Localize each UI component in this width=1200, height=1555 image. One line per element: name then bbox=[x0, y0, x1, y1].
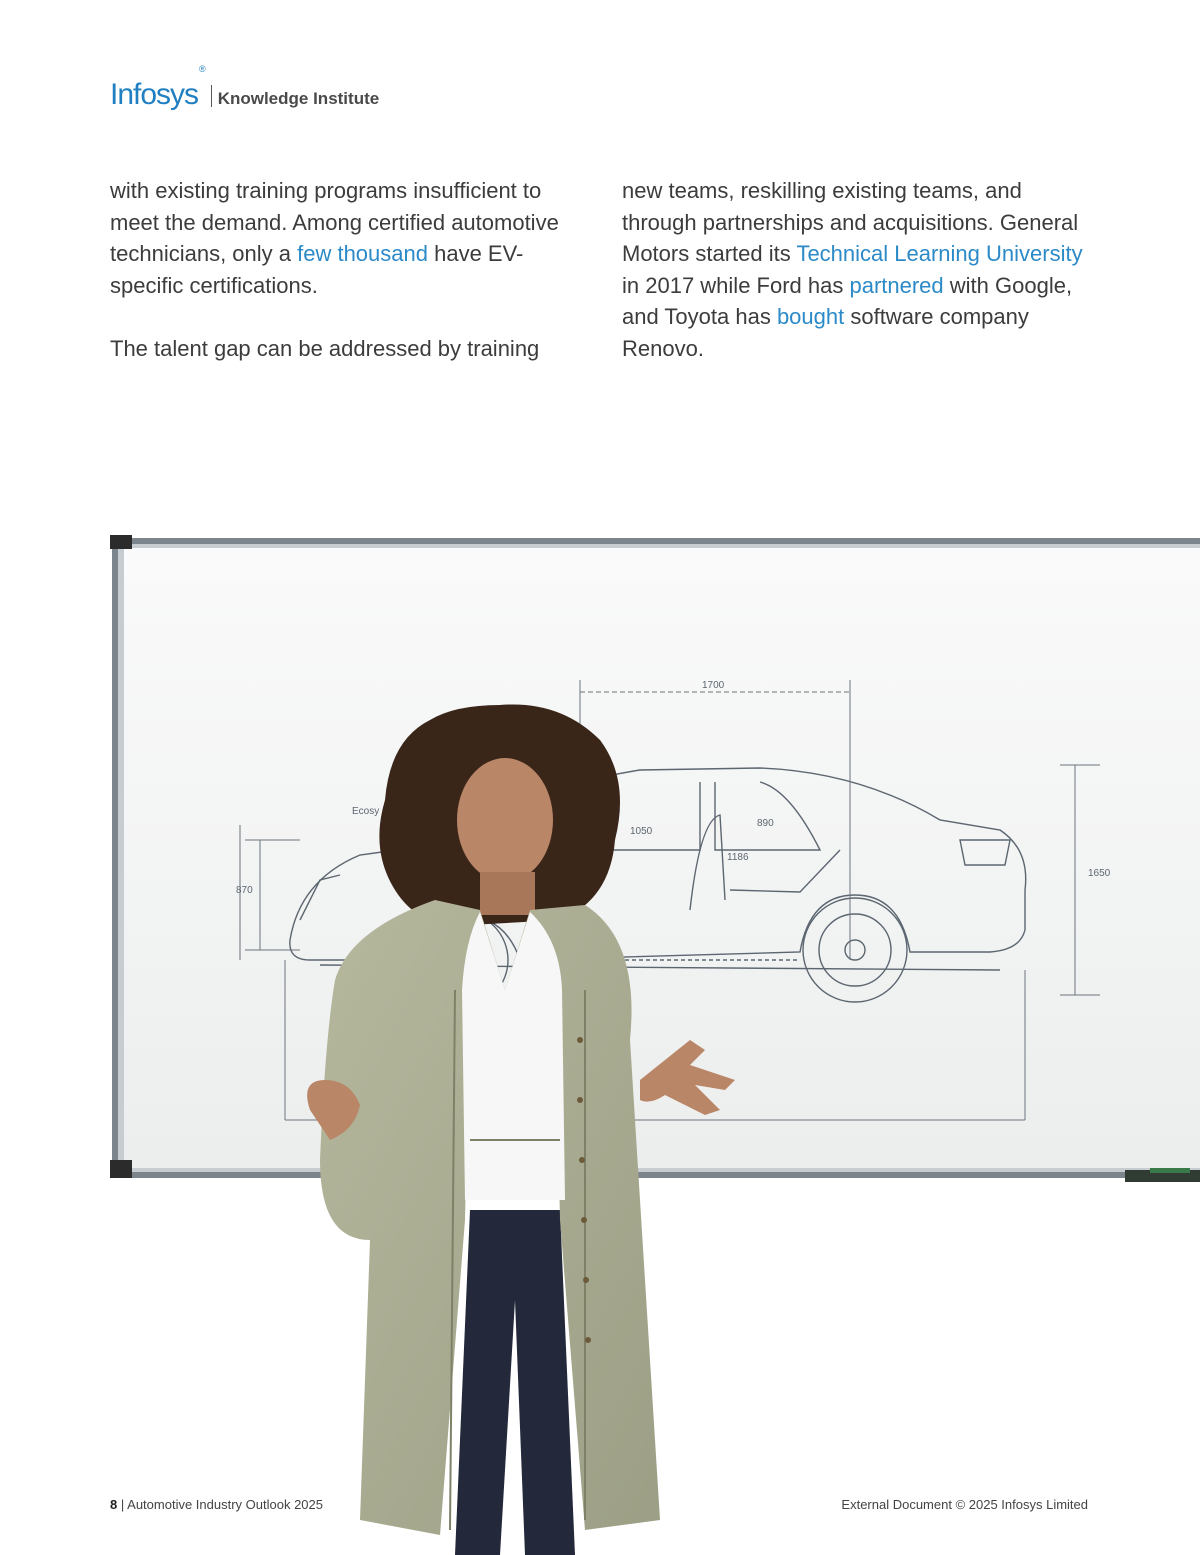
svg-text:870: 870 bbox=[236, 885, 253, 896]
body-column-right bbox=[622, 175, 1102, 364]
partnered-link[interactable]: partnered bbox=[849, 272, 944, 298]
institute-name: Knowledge Institute bbox=[217, 89, 380, 108]
page-number: 8 bbox=[110, 1497, 118, 1512]
svg-text:890: 890 bbox=[757, 818, 774, 829]
page-footer-left bbox=[110, 1497, 323, 1512]
paragraph: The talent gap can be addressed by training bbox=[110, 336, 540, 361]
publication-title: Automotive Industry Outlook 2025 bbox=[127, 1497, 323, 1512]
footer-divider: | bbox=[120, 1497, 125, 1512]
svg-text:1650: 1650 bbox=[1088, 868, 1111, 879]
body-column-left bbox=[110, 175, 580, 365]
paragraph: with existing training programs insufficient to meet the demand. Among certified automotive technicians, only a few thousand have EV-specific certifications. bbox=[110, 178, 559, 298]
page-header bbox=[110, 64, 380, 112]
header-divider bbox=[211, 85, 212, 107]
bought-link[interactable]: bought bbox=[776, 304, 845, 329]
presenter-whiteboard-photo bbox=[0, 520, 1200, 1555]
svg-text:1186: 1186 bbox=[727, 852, 749, 863]
paragraph: new teams, reskilling existing teams, and through partnerships and acquisitions. General Motors started its Technical Learning University in 2017 while Ford has partnered with Google, and Toyota has bought software company Renovo. bbox=[622, 178, 1083, 361]
copyright-notice: External Document © 2025 Infosys Limited bbox=[841, 1497, 1088, 1512]
svg-text:1700: 1700 bbox=[702, 680, 725, 691]
infosys-logo: Infosys® bbox=[110, 64, 205, 111]
svg-text:Ecosy: Ecosy bbox=[352, 806, 380, 817]
svg-text:1050: 1050 bbox=[630, 826, 653, 837]
few-thousand-link[interactable]: few thousand bbox=[297, 241, 428, 266]
technical-learning-university-link[interactable]: Technical Learning University bbox=[796, 241, 1083, 266]
